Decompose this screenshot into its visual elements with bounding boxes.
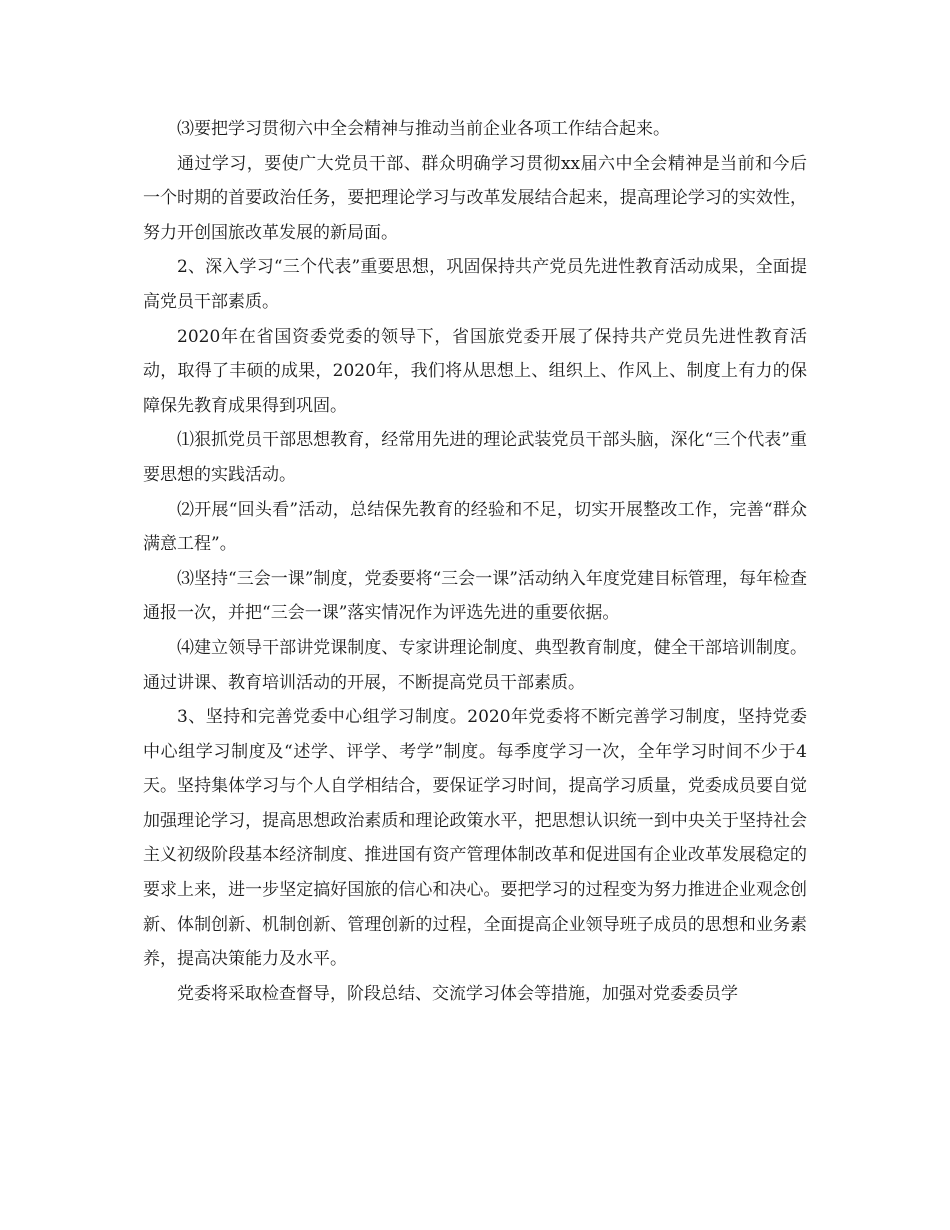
paragraph-study-item-3: ⑶要把学习贯彻六中全会精神与推动当前企业各项工作结合起来。 [177,119,670,139]
paragraph-item-4-lecture-system: ⑷建立领导干部讲党课制度、专家讲理论制度、典型教育制度，健全干部培训制度。通过讲课、教育培训活动的开展，不断提高党员干部素质。 [143,637,807,693]
paragraph-section-2-heading: 2、深入学习“三个代表”重要思想，巩固保持共产党员先进性教育活动成果，全面提高党员干部素质。 [143,257,807,312]
paragraph-item-1-education: ⑴狠抓党员干部思想教育，经常用先进的理论武装党员干部头脑，深化“三个代表”重要思想的实践活动。 [143,430,807,485]
paragraph-2020-review: 2020年在省国资委党委的领导下，省国旅党委开展了保持共产党员先进性教育活动，取得了丰硕的成果，2020年，我们将从思想上、组织上、作风上、制度上有力的保障保先教育成果得到巩固。 [143,326,807,416]
paragraph-item-2-look-back: ⑵开展“回头看”活动，总结保先教育的经验和不足，切实开展整改工作，完善“群众满意工程”。 [143,499,807,555]
paragraph-study-purpose: 通过学习，要使广大党员干部、群众明确学习贯彻xx届六中全会精神是当前和今后一个时期的首要政治任务，要把理论学习与改革发展结合起来，提高理论学习的实效性，努力开创国旅改革发展的新局面。 [143,153,807,243]
paragraph-item-3-three-meetings: ⑶坚持“三会一课”制度，党委要将“三会一课”活动纳入年度党建目标管理，每年检查通报一次，并把“三会一课”落实情况作为评选先进的重要依据。 [143,568,807,624]
paragraph-supervision: 党委将采取检查督导，阶段总结、交流学习体会等措施，加强对党委委员学 [177,983,738,1004]
document-body [143,112,807,1011]
paragraph-section-3-study-system: 3、坚持和完善党委中心组学习制度。2020年党委将不断完善学习制度，坚持党委中心组学习制度及“述学、评学、考学”制度。每季度学习一次，全年学习时间不少于4天。坚持集体学习与个人自学相结合，要保证学习时间，提高学习质量，党委成员要自觉加强理论学习，提高思想政治素质和理论政策水平，把思想认识统一到中央关于坚持社会主义初级阶段基本经济制度、推进国有资产管理体制改革和促进国有企业改革发展稳定的要求上来，进一步坚定搞好国旅的信心和决心。要把学习的过程变为努力推进企业观念创新、体制创新、机制创新、管理创新的过程，全面提高企业领导班子成员的思想和业务素养，提高决策能力及水平。 [143,707,807,970]
